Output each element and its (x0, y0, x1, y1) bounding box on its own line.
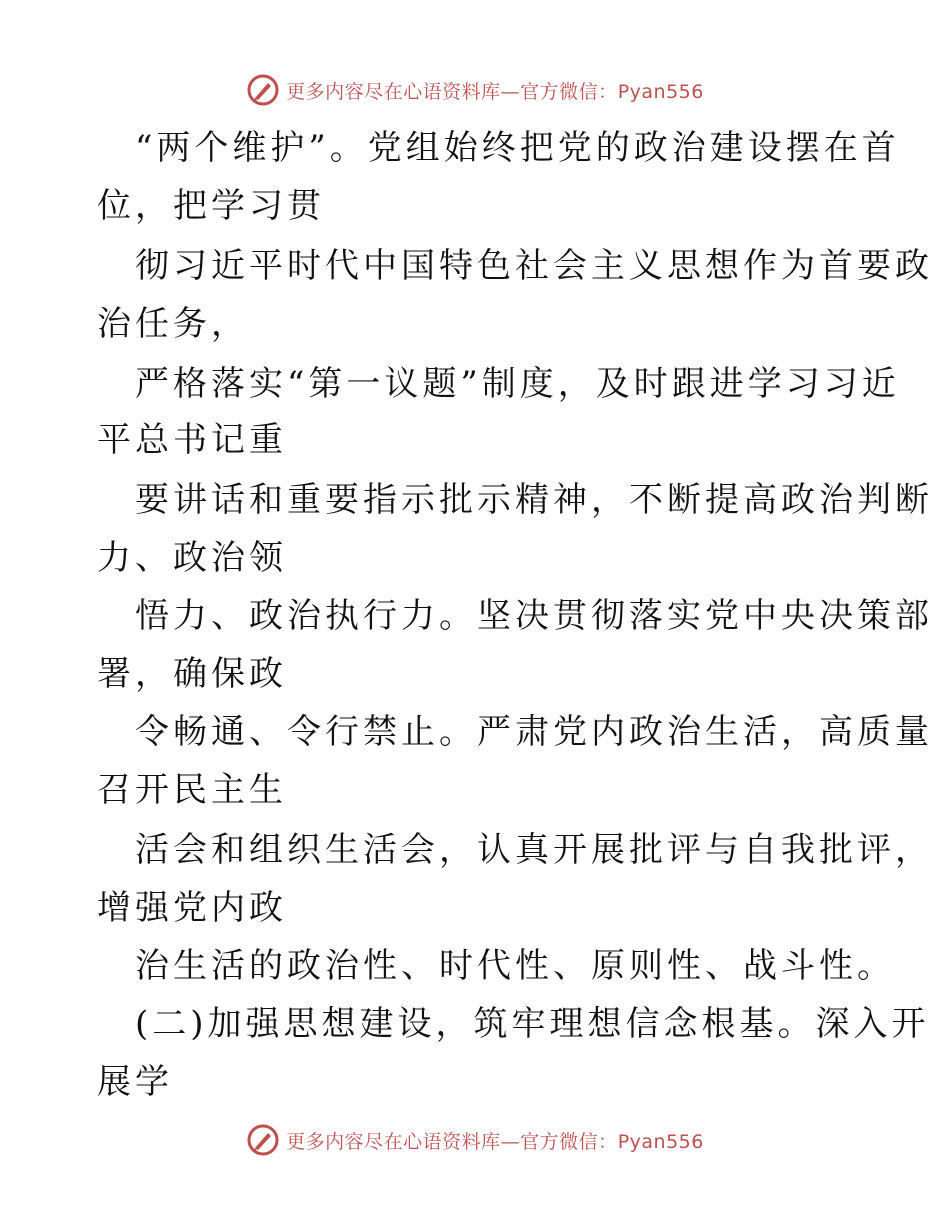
watermark-text: 更多内容尽在心语资料库—官方微信：Pyan556 (286, 80, 704, 103)
body-line: 位，把学习贯 (97, 186, 325, 226)
body-line: 平总书记重 (97, 420, 287, 460)
body-line: 展学 (97, 1062, 173, 1102)
body-line: 治任务， (97, 304, 249, 344)
body-line: 令畅通、令行禁止。严肃党内政治生活，高质量 (135, 712, 933, 752)
body-line: 严格落实“第一议题”制度，及时跟进学习习近 (135, 364, 900, 404)
footer-watermark (0, 1120, 950, 1160)
body-line: 治生活的政治性、时代性、原则性、战斗性。 (135, 946, 895, 986)
body-line: 力、政治领 (97, 538, 287, 578)
body-line: 悟力、政治执行力。坚决贯彻落实党中央决策部 (135, 596, 933, 636)
body-line: 要讲话和重要指示批示精神，不断提高政治判断 (135, 480, 933, 520)
pen-logo-icon (246, 73, 280, 107)
body-line: “两个维护”。党组始终把党的政治建设摆在首 (135, 128, 900, 168)
body-line: 署，确保政 (97, 654, 287, 694)
body-line: 彻习近平时代中国特色社会主义思想作为首要政 (135, 246, 933, 286)
body-line: 活会和组织生活会，认真开展批评与自我批评， (135, 830, 933, 870)
body-line: (二)加强思想建设，筑牢理想信念根基。深入开 (135, 1004, 930, 1044)
header-watermark (0, 70, 950, 110)
body-line: 增强党内政 (97, 888, 287, 928)
body-line: 召开民主生 (97, 770, 287, 810)
pen-logo-icon (246, 1123, 280, 1157)
watermark-text: 更多内容尽在心语资料库—官方微信：Pyan556 (286, 1130, 704, 1153)
